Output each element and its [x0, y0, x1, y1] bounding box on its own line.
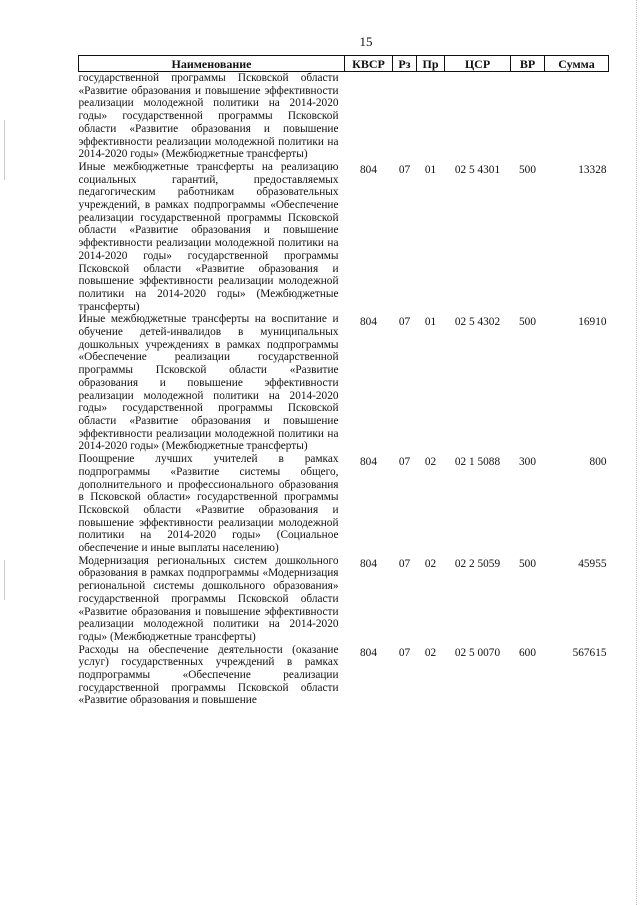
row-sum: 567615 [572, 646, 607, 659]
row-rz: 07 [398, 163, 411, 176]
row-kvsr: 804 [360, 456, 377, 469]
row-vr [511, 72, 545, 161]
header-vr: ВР [511, 56, 545, 72]
table-row [79, 453, 609, 555]
row-vr: 300 [519, 456, 536, 469]
row-vr: 500 [519, 557, 536, 570]
table-row [79, 555, 609, 644]
row-sum: 16910 [578, 316, 607, 329]
row-csr: 02 5 0070 [454, 646, 501, 659]
header-csr: ЦСР [445, 56, 511, 72]
row-pr: 01 [424, 163, 437, 176]
table-row [79, 313, 609, 453]
table-row [79, 72, 609, 161]
row-name: Расходы на обеспечение деятельности (оказание услуг) государственных учреждений в рамках подпрограммы «Обеспечение реализации государственной программы Псковской области «Развитие образования и повышение [78, 643, 339, 707]
row-kvsr: 804 [360, 557, 377, 570]
row-csr: 02 5 4301 [454, 163, 501, 176]
row-name: Иные межбюджетные трансферты на воспитание и обучение детей-инвалидов в муниципальных дошкольных учреждениях в рамках подпрограммы «Обеспечение реализации государственной программы Псковской области «Развитие образования и повышение эффективности реализации молодежной политики на 2014-2020 годы» государственной программы Псковской области «Развитие образования и повышение эффективности реализации молодежной политики на 2014-2020 годы» (Межбюджетные трансферты) [78, 313, 339, 453]
header-rz: Рз [393, 56, 417, 72]
row-sum: 800 [589, 456, 607, 469]
header-kvsr: КВСР [345, 56, 393, 72]
row-vr: 500 [519, 316, 536, 329]
row-sum [545, 72, 609, 161]
header-sum: Сумма [545, 56, 609, 72]
row-kvsr [345, 72, 393, 161]
row-rz: 07 [398, 646, 411, 659]
row-csr [445, 72, 511, 161]
row-pr: 01 [424, 316, 437, 329]
row-kvsr: 804 [360, 646, 377, 659]
row-vr: 500 [519, 163, 536, 176]
row-name: Модернизация региональных систем дошкольного образования в рамках подпрограммы «Модернизация региональной системы дошкольного образования» государственной программы Псковской области «Развитие образования и повышение эффективности реализации молодежной политики на 2014-2020 годы» (Межбюджетные трансферты) [78, 554, 339, 643]
header-pr: Пр [417, 56, 445, 72]
scan-mark [4, 560, 5, 600]
table-header-row [79, 56, 609, 72]
row-sum: 45955 [578, 557, 607, 570]
row-rz: 07 [398, 316, 411, 329]
row-rz: 07 [398, 456, 411, 469]
header-name: Наименование [79, 56, 345, 72]
row-csr: 02 2 5059 [454, 557, 501, 570]
row-csr: 02 1 5088 [454, 456, 501, 469]
row-name: Поощрение лучших учителей в рамках подпрограммы «Развитие системы общего, дополнительного и профессионального образования в Псковской области» государственной программы Псковской области «Развитие образования и повышение эффективности реализации молодежной политики на 2014-2020 годы» (Социальное обеспечение и иные выплаты населению) [78, 453, 339, 555]
row-csr: 02 5 4302 [454, 316, 501, 329]
scan-mark [4, 120, 5, 180]
row-vr: 600 [519, 646, 536, 659]
row-kvsr: 804 [360, 163, 377, 176]
row-rz: 07 [398, 557, 411, 570]
row-pr: 02 [424, 646, 437, 659]
scan-edge [635, 0, 637, 905]
table-row [79, 161, 609, 313]
budget-table [78, 55, 609, 707]
budget-table-container [78, 55, 608, 707]
row-rz [393, 72, 417, 161]
table-row [79, 644, 609, 708]
row-sum: 13328 [578, 163, 607, 176]
row-name: Иные межбюджетные трансферты на реализацию социальных гарантий, предоставляемых педагогическим работникам образовательных учреждений, в рамках подпрограммы «Обеспечение реализации государственной программы Псковской области «Развитие образования и повышение эффективности реализации молодежной политики на 2014-2020 годы» государственной программы Псковской области «Развитие образования и повышение эффективности реализации молодежной политики на 2014-2020 годы» (Межбюджетные трансферты) [78, 160, 339, 313]
row-pr: 02 [424, 557, 437, 570]
row-pr [417, 72, 445, 161]
row-pr: 02 [424, 456, 437, 469]
page-number: 15 [359, 34, 373, 49]
row-kvsr: 804 [360, 316, 377, 329]
row-name: государственной программы Псковской области «Развитие образования и повышение эффективности реализации молодежной политики на 2014-2020 годы» государственной программы Псковской области «Развитие образования и повышение эффективности реализации молодежной политики на 2014-2020 годы» (Межбюджетные трансферты) [78, 72, 339, 161]
